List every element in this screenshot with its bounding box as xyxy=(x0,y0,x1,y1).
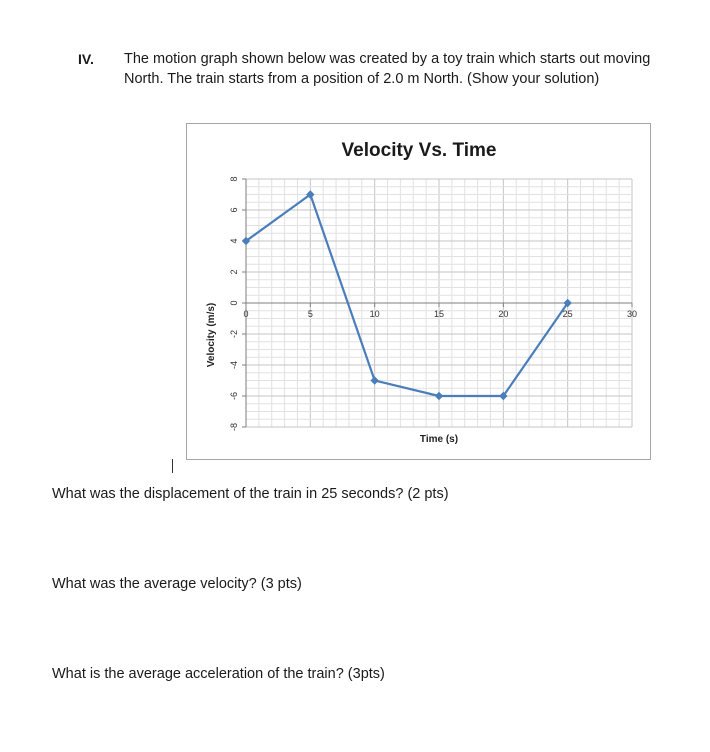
y-tick-label: -2 xyxy=(229,329,239,339)
chart-svg xyxy=(187,124,650,459)
text-cursor xyxy=(172,459,173,473)
y-tick-label: 8 xyxy=(229,176,239,182)
average-acceleration-question: What is the average acceleration of the train? (3pts) xyxy=(52,666,385,682)
question-text: The motion graph shown below was created by a toy train which starts out moving North. The train starts from a position of 2.0 m North. (Show your solution) xyxy=(124,51,651,87)
chart-title: Velocity Vs. Time xyxy=(341,140,497,161)
x-tick-label: 30 xyxy=(626,309,638,319)
y-tick-label: 4 xyxy=(229,238,239,244)
velocity-time-chart xyxy=(186,123,651,460)
displacement-question: What was the displacement of the train in 25 seconds? (2 pts) xyxy=(52,486,449,502)
y-tick-label: 6 xyxy=(229,207,239,213)
x-tick-label: 5 xyxy=(307,309,313,319)
average-velocity-question: What was the average velocity? (3 pts) xyxy=(52,576,302,592)
x-axis-label: Time (s) xyxy=(419,434,459,445)
x-tick-label: 20 xyxy=(498,309,509,319)
data-point-marker xyxy=(435,392,443,400)
y-axis-label: Velocity (m/s) xyxy=(206,302,217,368)
x-tick-label: 10 xyxy=(369,309,380,319)
y-tick-label: 0 xyxy=(229,300,239,306)
y-tick-label: -6 xyxy=(229,391,239,401)
y-tick-label: -8 xyxy=(229,422,239,432)
question-number: IV. xyxy=(78,51,94,67)
x-tick-label: 25 xyxy=(562,309,573,319)
data-point-marker xyxy=(370,376,378,384)
y-tick-label: -4 xyxy=(229,360,239,370)
y-tick-label: 2 xyxy=(229,269,239,275)
x-tick-label: 15 xyxy=(433,309,445,319)
x-tick-label: 0 xyxy=(243,309,249,319)
